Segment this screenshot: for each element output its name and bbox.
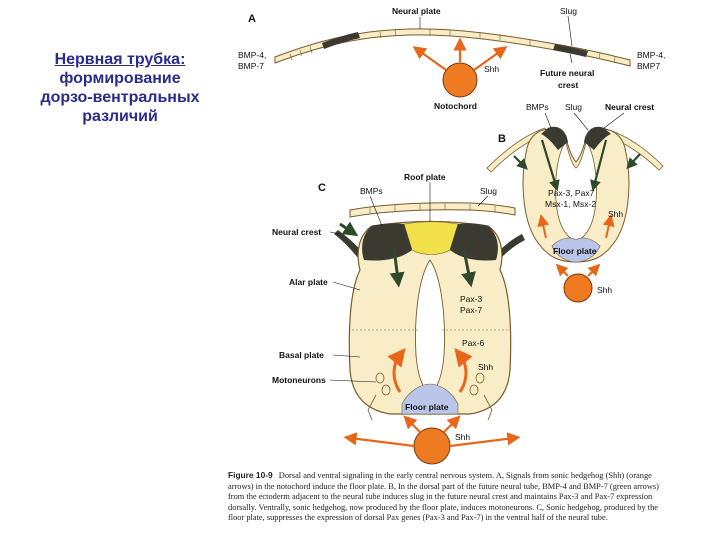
- panel-a-notochord-circle: [443, 63, 477, 97]
- panel-a-letter: A: [248, 13, 256, 25]
- panel-c-alar-plate-label: Alar plate: [289, 277, 328, 287]
- panel-b-letter: B: [498, 133, 506, 145]
- panel-a-ectoderm: [275, 29, 630, 66]
- panel-c-basal-plate-label: Basal plate: [279, 350, 324, 360]
- panel-c-neural-crest-label: Neural crest: [272, 227, 322, 237]
- panel-a: [238, 6, 665, 111]
- panel-c-roof-plate-label: Roof plate: [404, 172, 446, 182]
- panel-b-neural-crest-label: Neural crest: [605, 102, 655, 112]
- slide-title-line-3: дорзо-вентральных: [40, 89, 200, 106]
- panel-a-slug-label: Slug: [560, 6, 578, 16]
- figure-caption-text: Dorsal and ventral signaling in the early central nervous system. A, Signals from sonic hedgehog (Shh) (orange arrows) in the notochord induce the floor plate. B, In the dorsal part of the future neural tube, BMP-4 and BMP-7 (green arrows) from the ectoderm adjacent to the neural tube induces slug in the future neural crest and maintains Pax-3 and Pax-7 expression dorsally. Ventrally, sonic hedgehog, now produced by the floor plate, induces motoneurons. C, Sonic hedgehog, produced by the floor plate, suppresses the expression of dorsal Pax genes (Pax-3 and Pax-7) in the ventral half of the neural tube.: [228, 471, 659, 523]
- figure-caption: [228, 470, 668, 524]
- panel-c-notochord-circle: [414, 428, 450, 464]
- slide-title-line-2: формирование: [59, 70, 181, 87]
- panel-a-neural-plate-label: Neural plate: [392, 6, 441, 16]
- panel-c-motoneurons-label: Motoneurons: [272, 375, 326, 385]
- panel-c: [272, 172, 525, 464]
- panel-b: [487, 102, 663, 302]
- panel-c-slug-label: Slug: [480, 186, 498, 196]
- figure-caption-label: Figure 10-9: [228, 470, 273, 480]
- panel-c-bmps-label: BMPs: [360, 186, 383, 196]
- panel-c-pax6-label: Pax-6: [462, 338, 485, 348]
- panel-b-floor-plate-label: Floor plate: [553, 246, 597, 256]
- panel-b-notochord-circle: [564, 274, 592, 302]
- panel-a-shh-label: Shh: [484, 64, 500, 74]
- panel-c-shh-tube-label: Shh: [478, 362, 494, 372]
- panel-a-future-crest-2: crest: [558, 80, 579, 90]
- panel-c-letter: C: [318, 182, 326, 194]
- panel-c-pax7-label: Pax-7: [460, 305, 483, 315]
- panel-a-bmp-left-2: BMP-7: [238, 61, 264, 71]
- panel-b-pax-line-2: Msx-1, Msx-2: [545, 199, 596, 209]
- panel-c-roof-plate: [404, 222, 458, 255]
- panel-a-future-crest-1: Future neural: [540, 68, 595, 78]
- panel-b-shh-tube-label: Shh: [608, 209, 624, 219]
- panel-b-bmps-label: BMPs: [526, 102, 549, 112]
- panel-a-bmp-right-1: BMP-4,: [637, 50, 666, 60]
- panel-a-notochord-label: Notochord: [434, 101, 477, 111]
- slide-title-line-1: Нервная трубка:: [54, 51, 186, 68]
- panel-a-bmp-left-1: BMP-4,: [238, 50, 267, 60]
- slide-title-line-4: различий: [82, 108, 158, 125]
- panel-b-pax-line-1: Pax-3, Pax7: [548, 188, 595, 198]
- panel-c-ectoderm: [350, 203, 515, 217]
- panel-c-floor-plate-label: Floor plate: [405, 402, 449, 412]
- panel-c-pax3-label: Pax-3: [460, 294, 483, 304]
- panel-b-shh-notochord-label: Shh: [597, 285, 613, 295]
- panel-c-shh-notochord-label: Shh: [455, 432, 471, 442]
- panel-a-bmp-right-2: BMP7: [637, 61, 661, 71]
- panel-b-slug-label: Slug: [565, 102, 583, 112]
